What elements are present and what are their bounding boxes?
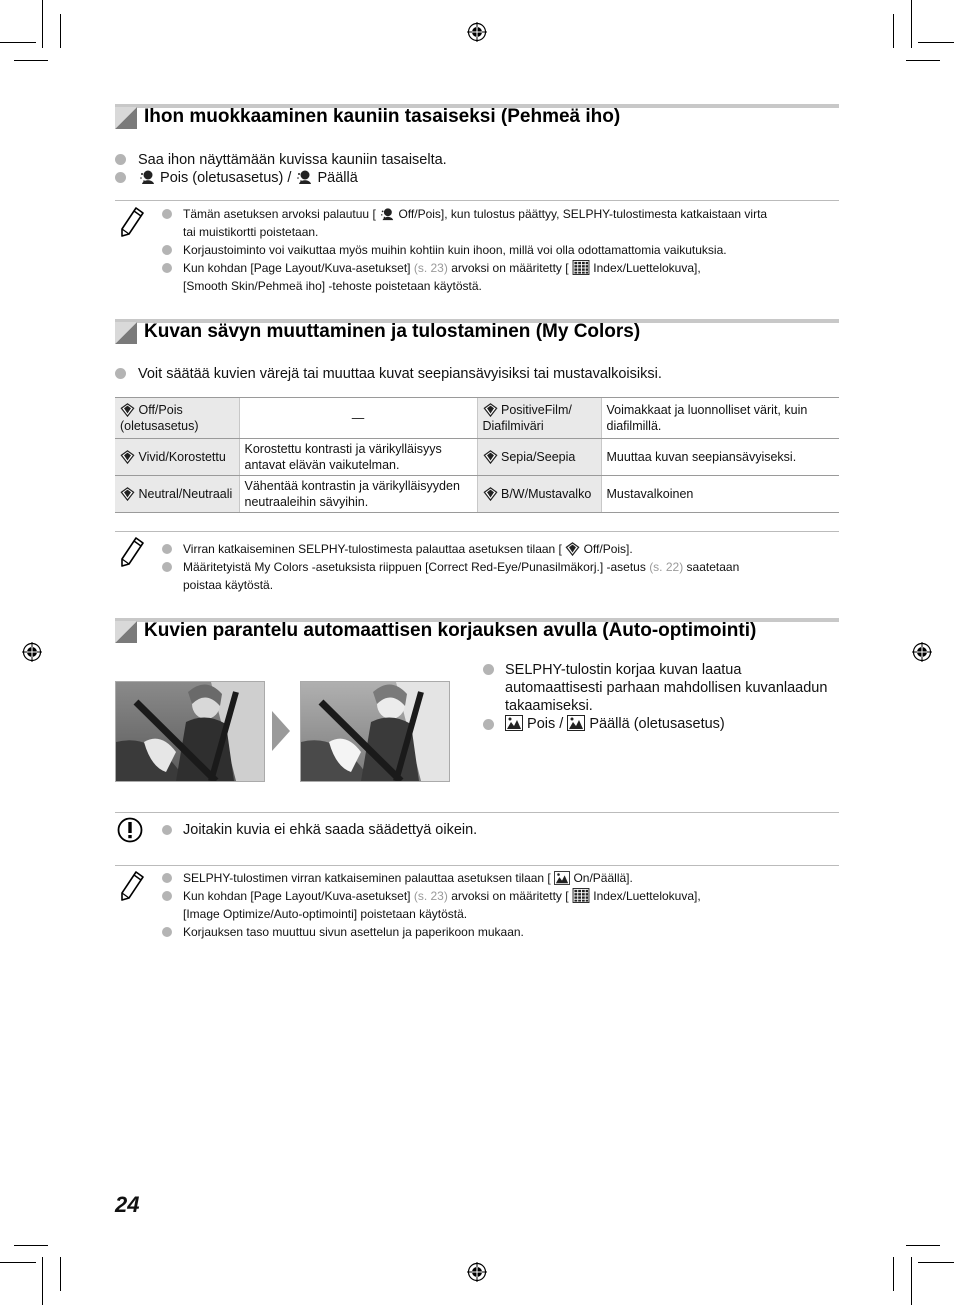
divider [115,812,839,813]
table-cell: Vähentää kontrastin ja värikylläisyyden neutraaleihin sävyihin. [239,476,477,513]
my-colors-icon [483,403,498,417]
bullet [162,245,172,255]
pencil-note-icon [119,870,145,902]
my-colors-icon [120,450,135,464]
crop-mark [14,1245,48,1246]
page-reference-link[interactable]: (s. 23) [413,261,448,275]
note-text: [Image Optimize/Auto-optimointi] poistetaan käytöstä. [183,907,468,921]
bullet [162,544,172,554]
crop-mark [14,60,48,61]
bullet [115,154,126,165]
note-text: Kun kohdan [Page Layout/Kuva-asetukset] (s. 23) arvoksi on määritetty [ Index/Luettelokuva], [183,889,701,903]
table-cell: B/W/Mustavalko [477,476,601,513]
note-text: Korjauksen taso muuttuu sivun asettelun ja paperikoon mukaan. [183,925,524,939]
divider [115,200,839,201]
smooth-skin-icon [379,207,395,221]
my-colors-icon [120,487,135,501]
section-marker-icon [115,107,137,129]
note-text: SELPHY-tulostimen virran katkaiseminen palauttaa asetuksen tilaan [ On/Päällä]. [183,871,633,885]
body-text: Pois (oletusasetus) / Päällä [138,169,358,187]
pencil-note-icon [119,536,145,568]
section-marker-icon [115,322,137,344]
crop-mark [911,1257,912,1305]
body-text: Pois / Päällä (oletusasetus) [505,715,725,733]
pencil-note-icon [119,206,145,238]
page-reference-link[interactable]: (s. 22) [649,560,684,574]
my-colors-icon [120,403,135,417]
registration-mark-icon [22,642,42,662]
table-row [115,398,839,439]
section-title: Ihon muokkaaminen kauniin tasaiseksi (Pehmeä iho) [144,106,621,127]
registration-mark-icon [467,1262,487,1282]
note-text: Tämän asetuksen arvoksi palautuu [ Off/Pois], kun tulostus päättyy, SELPHY-tulostimesta katkaistaan virta [183,207,768,221]
body-text: SELPHY-tulostin korjaa kuvan laatua [505,662,742,678]
index-icon [572,260,590,275]
page-reference-link[interactable]: (s. 23) [413,889,448,903]
crop-mark [60,14,61,48]
page-number: 24 [115,1192,140,1217]
bullet [115,172,126,183]
bullet [115,368,126,379]
note-text: Virran katkaiseminen SELPHY-tulostimesta palauttaa asetuksen tilaan [ Off/Pois]. [183,542,633,556]
warning-icon [117,817,143,843]
table-cell: — [239,398,477,439]
body-text: Voit säätää kuvien värejä tai muuttaa kuvat seepiansävyisiksi tai mustavalkoisiksi. [138,366,662,382]
table-cell: Sepia/Seepia [477,439,601,476]
crop-mark [60,1257,61,1291]
warning-text: Joitakin kuvia ei ehkä saada säädettyä oikein. [183,822,478,838]
photo-after [300,681,450,782]
body-text: Saa ihon näyttämään kuvissa kauniin tasaiselta. [138,152,447,168]
bullet [162,927,172,937]
body-text: takaamiseksi. [505,698,593,714]
index-icon [572,888,590,903]
bullet [162,891,172,901]
smooth-skin-icon [138,169,156,185]
my-colors-icon [565,542,580,556]
crop-mark [0,1262,36,1263]
note-text: [Smooth Skin/Pehmeä iho] -tehoste poistetaan käytöstä. [183,279,482,293]
photo-before [115,681,265,782]
bullet [162,825,172,835]
smooth-skin-icon [295,169,313,185]
table-cell: Vivid/Korostettu [115,439,239,476]
crop-mark [911,0,912,48]
image-optimize-icon [567,715,585,731]
note-text: Määritetyistä My Colors -asetuksista riippuen [Correct Red-Eye/Punasilmäkorj.] -asetus (s. 22) saatetaan [183,560,740,574]
table-cell: Off/Pois (oletusasetus) [115,398,239,439]
divider [115,531,839,532]
crop-mark [918,42,954,43]
crop-mark [893,1257,894,1291]
table-cell: Neutral/Neutraali [115,476,239,513]
section-marker-icon [115,621,137,643]
registration-mark-icon [467,22,487,42]
image-optimize-icon [505,715,523,731]
table-cell: Muuttaa kuvan seepiansävyiseksi. [601,439,839,476]
crop-mark [918,1262,954,1263]
body-text: automaattisesti parhaan mahdollisen kuvanlaadun [505,680,828,696]
my-colors-table [115,397,839,513]
section-header [115,319,839,345]
crop-mark [42,0,43,48]
table-cell: Mustavalkoinen [601,476,839,513]
bullet [162,873,172,883]
note-text: poistaa käytöstä. [183,578,274,592]
crop-mark [906,60,940,61]
image-optimize-icon [554,871,570,885]
crop-mark [893,14,894,48]
arrow-right-icon [272,711,290,751]
bullet [162,263,172,273]
table-row [115,439,839,476]
table-cell: Voimakkaat ja luonnolliset värit, kuin diafilmillä. [601,398,839,439]
section-title: Kuvien parantelu automaattisen korjauksen avulla (Auto-optimointi) [144,620,757,641]
my-colors-icon [483,450,498,464]
note-text: tai muistikortti poistetaan. [183,225,319,239]
note-text: Kun kohdan [Page Layout/Kuva-asetukset] (s. 23) arvoksi on määritetty [ Index/Luettelokuva], [183,261,701,275]
crop-mark [906,1245,940,1246]
note-text: Korjaustoiminto voi vaikuttaa myös muihin kohtiin kuin ihoon, millä voi olla odottamattomia vaikutuksia. [183,243,727,257]
bullet [162,562,172,572]
section-header [115,104,839,130]
divider [115,865,839,866]
table-cell: Korostettu kontrasti ja värikylläisyys antavat elävän vaikutelman. [239,439,477,476]
crop-mark [42,1257,43,1305]
table-row [115,476,839,513]
bullet [162,209,172,219]
my-colors-icon [483,487,498,501]
section-title: Kuvan sävyn muuttaminen ja tulostaminen (My Colors) [144,321,641,342]
bullet [483,719,494,730]
crop-mark [0,42,36,43]
section-header [115,618,839,644]
bullet [483,664,494,675]
registration-mark-icon [912,642,932,662]
table-cell: PositiveFilm/ Diafilmiväri [477,398,601,439]
